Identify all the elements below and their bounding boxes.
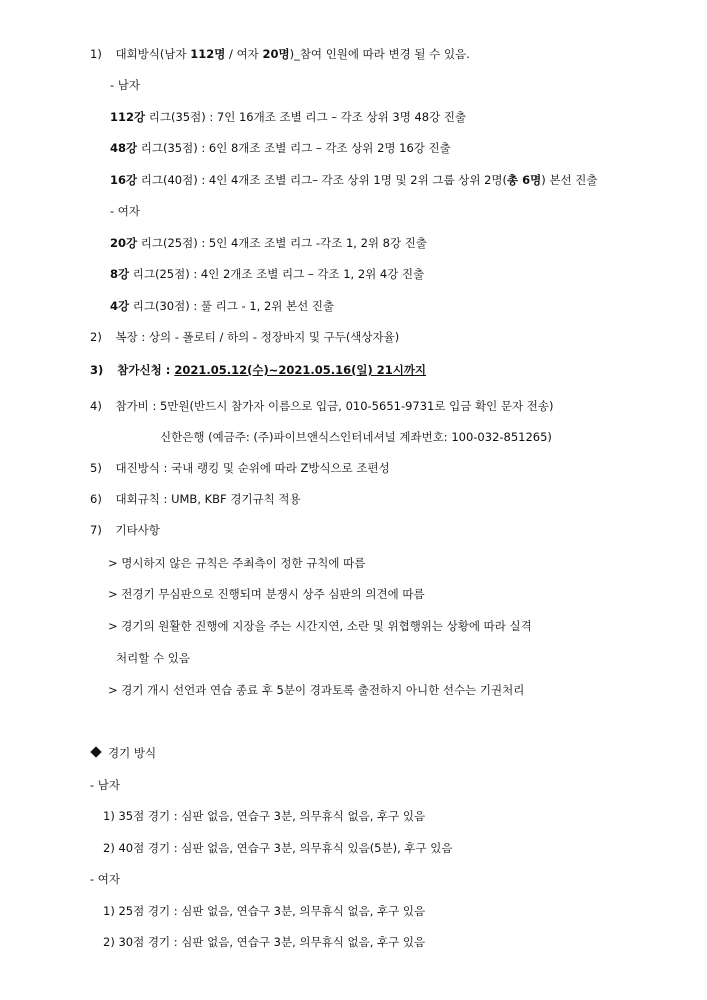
bracket-method: 대진방식 : 국내 랭킹 및 순위에 따라 Z방식으로 조편성 xyxy=(115,461,390,475)
round-desc: 리그(40점) : 4인 4개조 조별 리그– 각조 상위 1명 및 2위 그룹 상위 2명( xyxy=(137,173,507,187)
game-item: 2) 40점 경기 : 심판 없음, 연습구 3분, 의무휴식 있음(5분), 후구 있음 xyxy=(103,841,453,855)
game-men-header: - 남자 xyxy=(90,778,121,792)
bank-account: 신한은행 (예금주: (주)파이브앤식스인터네셔널 계좌번호: 100-032-851265) xyxy=(160,430,552,444)
round-line xyxy=(110,266,424,282)
round-name: 4강 xyxy=(110,299,130,313)
game-item: 2) 30점 경기 : 심판 없음, 연습구 3분, 의무휴식 없음, 후구 있음 xyxy=(103,935,426,949)
round-desc: 리그(30점) : 풀 리그 - 1, 2위 본선 진출 xyxy=(129,299,335,313)
round-name: 112강 xyxy=(110,110,146,124)
item-number: 4) xyxy=(90,399,102,413)
item-number: 7) xyxy=(90,523,102,537)
misc-title: 기타사항 xyxy=(115,523,160,537)
section-7 xyxy=(90,522,160,538)
round-desc: 리그(25점) : 4인 2개조 조별 리그 – 각조 1, 2위 4강 진출 xyxy=(129,267,425,281)
item-number: 3) xyxy=(90,363,104,377)
diamond-bullet-icon xyxy=(90,746,101,757)
section-1 xyxy=(90,46,470,62)
women-count: 20명 xyxy=(262,47,290,61)
game-format-title xyxy=(90,745,156,761)
round-desc: 리그(35점) : 7인 16개조 조별 리그 – 각조 상위 3명 48강 진출 xyxy=(145,110,467,124)
round-name: 48강 xyxy=(110,141,138,155)
round-line xyxy=(110,235,427,251)
section-5 xyxy=(90,460,390,476)
round-name: 20강 xyxy=(110,236,138,250)
men-header: - 남자 xyxy=(110,78,141,92)
game-women-header: - 여자 xyxy=(90,872,121,886)
note-item-continued: 처리할 수 있음 xyxy=(116,651,190,665)
registration-dates: 2021.05.12(수)~2021.05.16(일) 21시까지 xyxy=(174,363,427,377)
round-name: 8강 xyxy=(110,267,130,281)
game-rules: 대회규칙 : UMB, KBF 경기규칙 적용 xyxy=(115,492,301,506)
item-number: 1) xyxy=(90,47,102,61)
game-item: 1) 25점 경기 : 심판 없음, 연습구 3분, 의무휴식 없음, 후구 있음 xyxy=(103,904,426,918)
total-count: 총 6명 xyxy=(507,173,542,187)
entry-fee: 참가비 : 5만원(반드시 참가자 이름으로 입금, 010-5651-9731로 입금 확인 문자 전송) xyxy=(115,399,554,413)
item-number: 2) xyxy=(90,330,102,344)
note-item: > 전경기 무심판으로 진행되며 분쟁시 상주 심판의 의견에 따름 xyxy=(108,587,425,601)
section-1-note: )_참여 인원에 따라 변경 될 수 있음. xyxy=(289,47,470,61)
men-count: 112명 xyxy=(190,47,226,61)
note-item: > 명시하지 않은 규칙은 주최측이 정한 규칙에 따름 xyxy=(108,556,366,570)
round-line xyxy=(110,298,334,314)
registration-label: 참가신청 : xyxy=(117,363,175,377)
round-line xyxy=(110,172,597,188)
section-1-label: 대회방식(남자 xyxy=(115,47,191,61)
round-name: 16강 xyxy=(110,173,138,187)
game-item: 1) 35점 경기 : 심판 없음, 연습구 3분, 의무휴식 없음, 후구 있음 xyxy=(103,809,426,823)
game-format-label: 경기 방식 xyxy=(108,746,157,760)
round-line xyxy=(110,140,451,156)
women-header: - 여자 xyxy=(110,204,141,218)
section-4 xyxy=(90,398,553,414)
round-desc: 리그(35점) : 6인 8개조 조별 리그 – 각조 상위 2명 16강 진출 xyxy=(137,141,451,155)
round-line xyxy=(110,109,466,125)
round-desc-end: ) 본선 진출 xyxy=(541,173,598,187)
section-6 xyxy=(90,491,301,507)
section-2 xyxy=(90,329,399,345)
note-item: > 경기 개시 선언과 연습 종료 후 5분이 경과토록 출전하지 아니한 선수는 기권처리 xyxy=(108,683,525,697)
item-number: 6) xyxy=(90,492,102,506)
item-number: 5) xyxy=(90,461,102,475)
dress-code: 복장 : 상의 - 폴로티 / 하의 - 정장바지 및 구두(색상자율) xyxy=(115,330,400,344)
round-desc: 리그(25점) : 5인 4개조 조별 리그 -각조 1, 2위 8강 진출 xyxy=(137,236,427,250)
separator: / 여자 xyxy=(225,47,263,61)
section-3 xyxy=(90,362,426,378)
note-item: > 경기의 원활한 진행에 지장을 주는 시간지연, 소란 및 위협행위는 상황에 따라 실격 xyxy=(108,619,532,633)
